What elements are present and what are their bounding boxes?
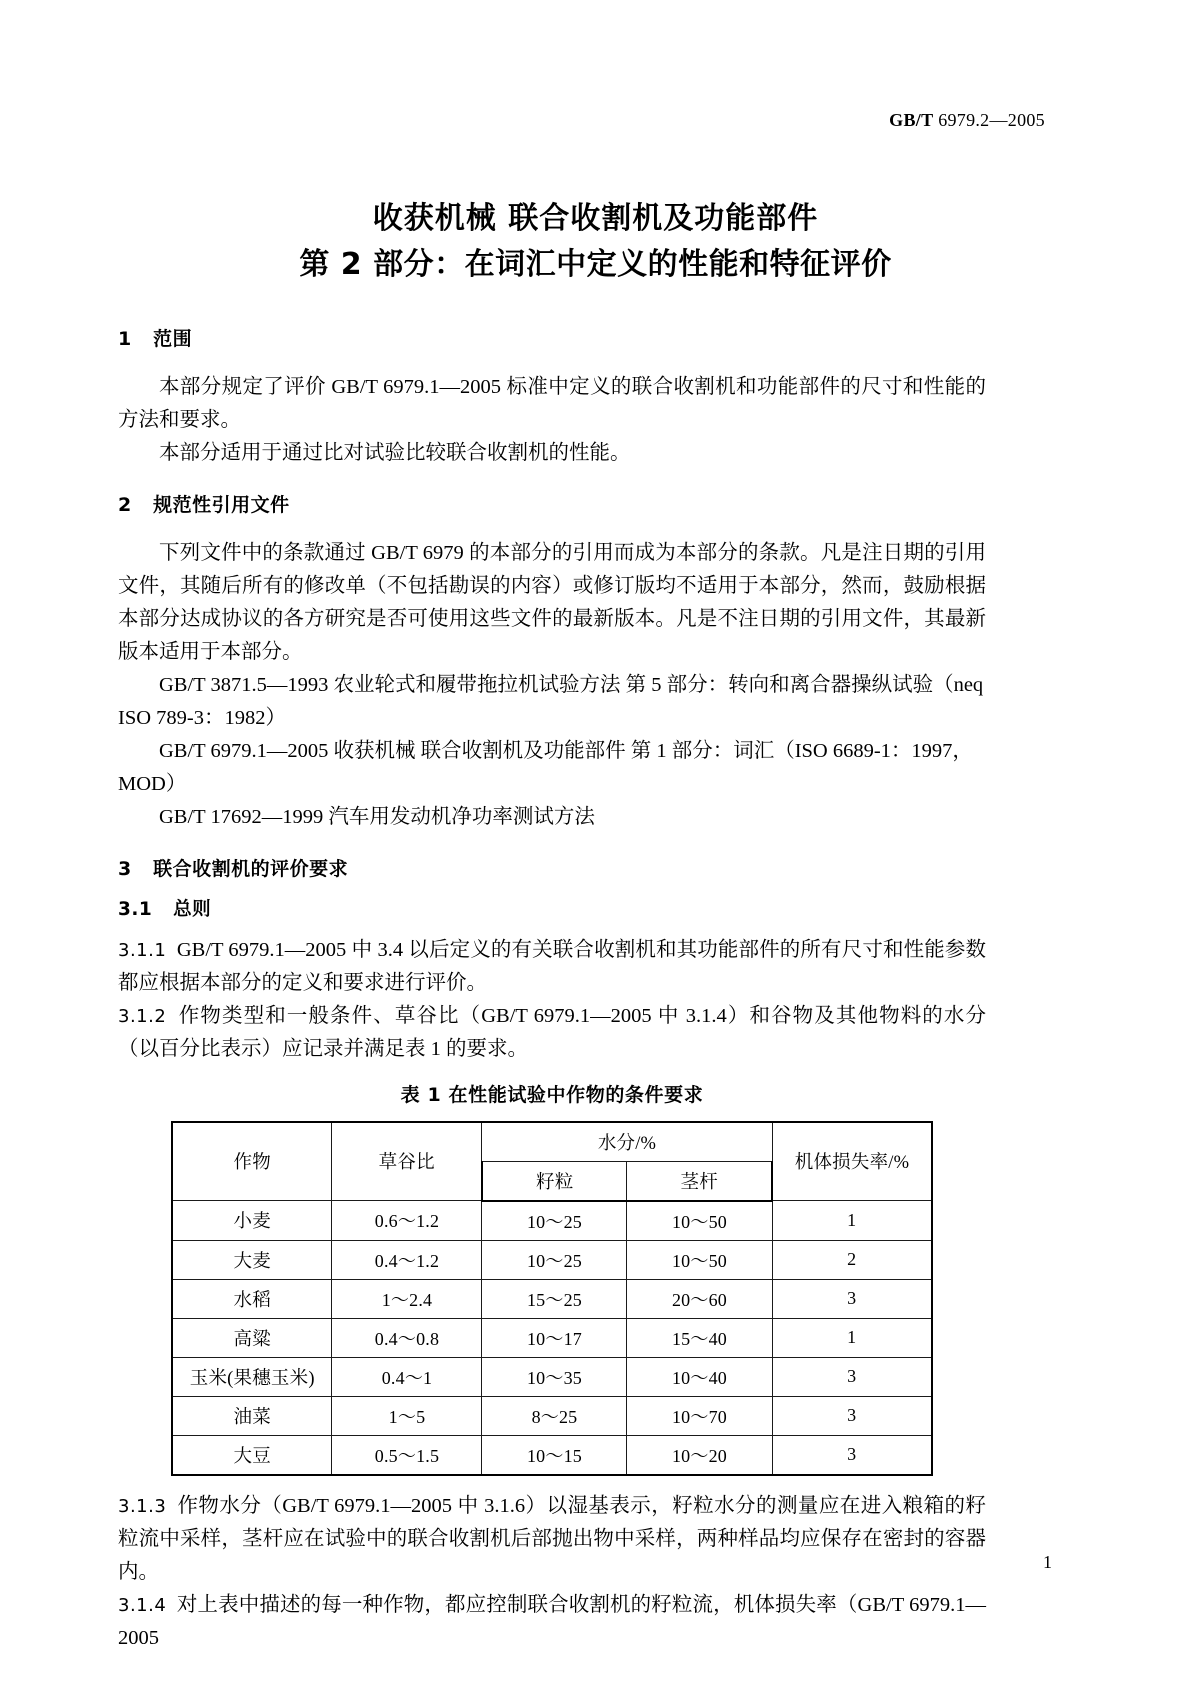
- cell-grain: 8～25: [482, 1396, 627, 1435]
- table-header-moisture-group: 水分/%: [482, 1122, 772, 1162]
- title-line-1: 收获机械 联合收割机及功能部件: [372, 201, 819, 236]
- cell-loss: 1: [772, 1318, 932, 1357]
- cell-crop: 水稻: [172, 1279, 332, 1318]
- table-header-crop: 作物: [172, 1122, 332, 1201]
- table-header-straw: 茎杆: [627, 1161, 772, 1201]
- cell-straw: 10～70: [627, 1396, 772, 1435]
- clause-3-1-2-text: 作物类型和一般条件、草谷比（GB/T 6979.1—2005 中 3.1.4）和谷物及其他物料的水分（以百分比表示）应记录并满足表 1 的要求。: [118, 1004, 987, 1060]
- cell-straw: 10～20: [627, 1435, 772, 1475]
- normative-reference-3: GB/T 17692—1999 汽车用发动机净功率测试方法: [159, 806, 595, 828]
- clause-3-1-1: [118, 934, 986, 1000]
- section-2-number: 2: [118, 494, 132, 516]
- clause-3-1-4: [118, 1589, 986, 1655]
- page-number: 1: [1043, 1552, 1052, 1572]
- cell-loss: 3: [772, 1357, 932, 1396]
- cell-crop: 玉米(果穗玉米): [172, 1357, 332, 1396]
- section-3-1-number: 3.1: [118, 899, 153, 920]
- cell-crop: 高粱: [172, 1318, 332, 1357]
- table-row: [172, 1435, 932, 1475]
- cell-straw: 20～60: [627, 1279, 772, 1318]
- cell-loss: 1: [772, 1201, 932, 1241]
- section-2-paragraph-1: 下列文件中的条款通过 GB/T 6979 的本部分的引用而成为本部分的条款。凡是注日期的引用文件，其随后所有的修改单（不包括勘误的内容）或修订版均不适用于本部分，然而，鼓励根据本部分达成协议的各方研究是否可使用这些文件的最新版本。凡是不注日期的引用文件，其最新版本适用于本部分。: [118, 542, 986, 663]
- table-row: [172, 1240, 932, 1279]
- section-2-title: 规范性引用文件: [153, 494, 290, 516]
- section-heading-2: [118, 496, 986, 515]
- clause-3-1-1-number: 3.1.1: [118, 939, 167, 961]
- clause-3-1-4-number: 3.1.4: [118, 1594, 167, 1616]
- running-header: [0, 110, 1045, 131]
- cell-grain: 10～35: [482, 1357, 627, 1396]
- cell-straw: 10～40: [627, 1357, 772, 1396]
- page-title: [0, 196, 1191, 288]
- table-header-grain: 籽粒: [482, 1161, 627, 1201]
- table-header-grain-straw-ratio: 草谷比: [332, 1122, 482, 1201]
- cell-crop: 油菜: [172, 1396, 332, 1435]
- cell-crop: 大豆: [172, 1435, 332, 1475]
- cell-straw: 15～40: [627, 1318, 772, 1357]
- cell-straw: 10～50: [627, 1201, 772, 1241]
- section-heading-3-1: [118, 901, 986, 920]
- section-heading-3: [118, 860, 986, 879]
- cell-ratio: 0.6～1.2: [332, 1201, 482, 1241]
- cell-crop: 大麦: [172, 1240, 332, 1279]
- cell-loss: 2: [772, 1240, 932, 1279]
- table-row: [172, 1396, 932, 1435]
- table-crop-conditions: [171, 1121, 933, 1476]
- normative-reference-2: GB/T 6979.1—2005 收获机械 联合收割机及功能部件 第 1 部分：词汇（ISO 6689-1：1997，MOD）: [118, 740, 973, 795]
- section-heading-1: [118, 330, 986, 349]
- cell-ratio: 1～2.4: [332, 1279, 482, 1318]
- table-row: [172, 1279, 932, 1318]
- cell-grain: 10～25: [482, 1240, 627, 1279]
- cell-loss: 3: [772, 1279, 932, 1318]
- cell-loss: 3: [772, 1435, 932, 1475]
- clause-3-1-2: [118, 1000, 986, 1066]
- clause-3-1-3: [118, 1490, 986, 1589]
- cell-ratio: 0.5～1.5: [332, 1435, 482, 1475]
- cell-ratio: 0.4～1: [332, 1357, 482, 1396]
- clause-3-1-3-text: 作物水分（GB/T 6979.1—2005 中 3.1.6）以湿基表示，籽粒水分的测量应在进入粮箱的籽粒流中采样，茎杆应在试验中的联合收割机后部抛出物中采样，两种样品均应保存在密封的容器内。: [118, 1494, 987, 1583]
- cell-grain: 10～15: [482, 1435, 627, 1475]
- section-1-paragraph-1: 本部分规定了评价 GB/T 6979.1—2005 标准中定义的联合收割机和功能部件的尺寸和性能的方法和要求。: [118, 376, 986, 431]
- clause-3-1-2-number: 3.1.2: [118, 1005, 167, 1027]
- table-1-caption: 表 1 在性能试验中作物的条件要求: [400, 1083, 704, 1106]
- table-header-machine-loss-rate: 机体损失率/%: [772, 1122, 932, 1201]
- standard-code-prefix: GB/T: [889, 110, 934, 130]
- cell-grain: 10～17: [482, 1318, 627, 1357]
- table-header-row-1: [172, 1122, 932, 1162]
- section-1-number: 1: [118, 328, 132, 350]
- table-row: [172, 1318, 932, 1357]
- cell-crop: 小麦: [172, 1201, 332, 1241]
- clause-3-1-1-text: GB/T 6979.1—2005 中 3.4 以后定义的有关联合收割机和其功能部件的所有尺寸和性能参数都应根据本部分的定义和要求进行评价。: [118, 938, 987, 994]
- section-1-title: 范围: [153, 328, 193, 350]
- cell-straw: 10～50: [627, 1240, 772, 1279]
- cell-ratio: 0.4～0.8: [332, 1318, 482, 1357]
- document-content: [118, 330, 986, 1655]
- title-line-2: 第 2 部分：在词汇中定义的性能和特征评价: [299, 247, 892, 282]
- cell-ratio: 1～5: [332, 1396, 482, 1435]
- clause-3-1-4-text: 对上表中描述的每一种作物，都应控制联合收割机的籽粒流，机体损失率（GB/T 6979.1—2005: [118, 1593, 987, 1649]
- clause-3-1-3-number: 3.1.3: [118, 1495, 167, 1517]
- section-3-1-title: 总则: [173, 899, 212, 920]
- cell-loss: 3: [772, 1396, 932, 1435]
- normative-reference-1: GB/T 3871.5—1993 农业轮式和履带拖拉机试验方法 第 5 部分：转向和离合器操纵试验（neq ISO 789-3：1982）: [118, 674, 984, 729]
- cell-ratio: 0.4～1.2: [332, 1240, 482, 1279]
- table-row: [172, 1201, 932, 1241]
- cell-grain: 10～25: [482, 1201, 627, 1241]
- section-3-title: 联合收割机的评价要求: [153, 858, 349, 880]
- cell-grain: 15～25: [482, 1279, 627, 1318]
- standard-code-value: 6979.2—2005: [938, 110, 1045, 130]
- section-3-number: 3: [118, 858, 132, 880]
- section-1-paragraph-2: 本部分适用于通过比对试验比较联合收割机的性能。: [159, 442, 631, 464]
- table-row: [172, 1357, 932, 1396]
